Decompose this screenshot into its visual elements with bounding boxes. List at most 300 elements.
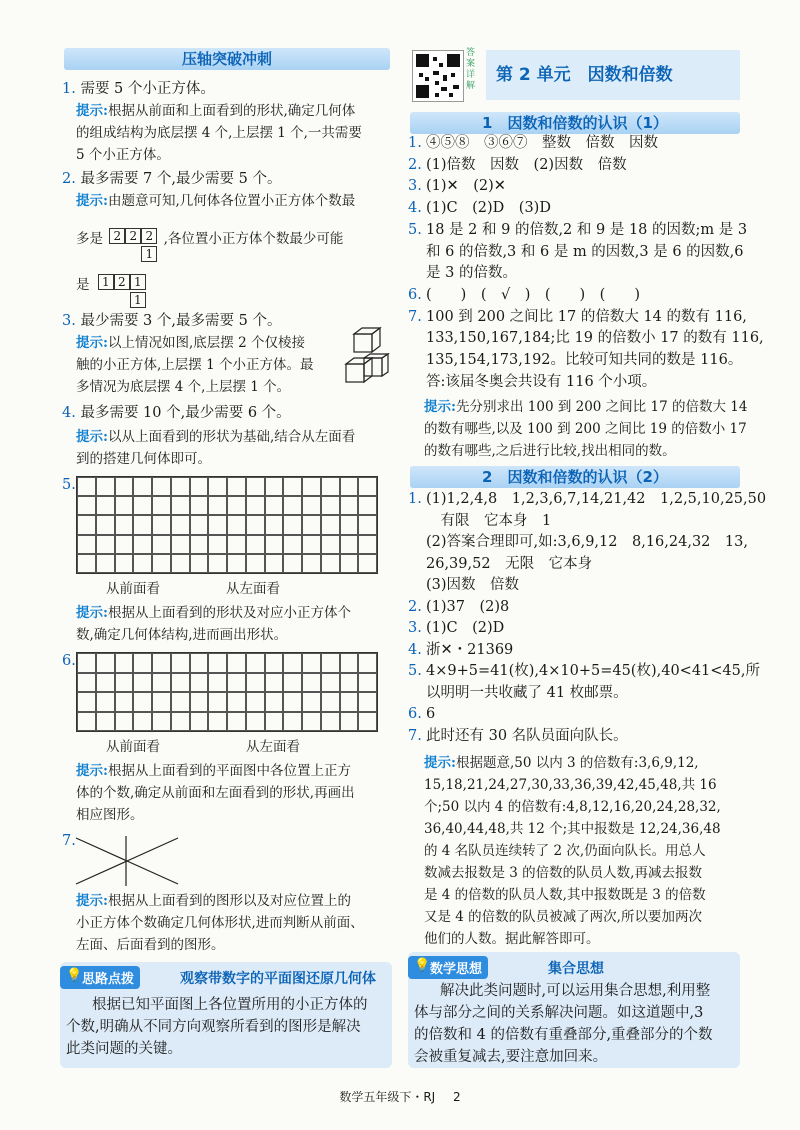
grid-cell (115, 535, 134, 554)
q7-line-figure (74, 834, 184, 888)
s1-hint-line-3: 的数有哪些,之后进行比较,找出相同的数。 (424, 443, 676, 459)
tip-line-2: 体与部分之间的关系解决问题。如这道题中,3 (414, 1005, 704, 1021)
grid-cell (190, 496, 209, 515)
grid-cell (227, 496, 246, 515)
grid-cell (133, 673, 152, 693)
answer-text: 18 是 2 和 9 的倍数,2 和 9 是 18 的因数;m 是 3 (426, 221, 748, 238)
answer-number: 6. (408, 286, 422, 303)
grid-cell (115, 554, 134, 573)
grid-cell (302, 515, 321, 534)
grid-cell (77, 673, 96, 693)
tip-line-4: 会被重复减去,要注意加回来。 (414, 1049, 608, 1065)
tip-title: 集合思想 (548, 961, 604, 977)
grid-cell (208, 496, 227, 515)
unit-header (486, 50, 740, 100)
grid-cell (152, 653, 171, 673)
answer-number: 4. (408, 641, 422, 658)
q3-answer-text: 最少需要 3 个,最多需要 5 个。 (80, 313, 282, 329)
grid-cell (171, 554, 190, 573)
grid-cell (96, 712, 115, 732)
grid-cell (340, 496, 359, 515)
grid-cell (152, 692, 171, 712)
grid-cell (340, 653, 359, 673)
unit-title: 第 2 单元 因数和倍数 (496, 65, 673, 85)
grid-cell (77, 692, 96, 712)
grid-cell (77, 477, 96, 496)
q5-drawing-grid (76, 476, 378, 574)
grid-cell (340, 692, 359, 712)
grid-cell (283, 496, 302, 515)
q1-hint-line-3: 5 个小正方体。 (76, 147, 170, 163)
s2-hint-line (424, 908, 702, 926)
grid-cell (227, 653, 246, 673)
grid-cell (358, 692, 377, 712)
grid-cell (265, 673, 284, 693)
hint-text: 是 4 的倍数的队员人数,其中报数既是 3 的倍数 (424, 887, 706, 903)
answer-line (408, 308, 747, 326)
answer-text: 133,150,167,184;比 19 的倍数小 17 的数有 116, (426, 330, 764, 347)
grid-cell (321, 535, 340, 554)
grid-cell (152, 477, 171, 496)
hint-text: 又是 4 的倍数的队员被减了两次,所以要加两次 (424, 909, 702, 925)
answer-number: 1. (408, 135, 422, 151)
grid-cell (246, 515, 265, 534)
answer-line (408, 199, 551, 217)
q2-hint-line-2 (76, 226, 343, 262)
grid-cell (77, 554, 96, 573)
hint-label: 提示: (76, 429, 108, 445)
grid-cell (340, 554, 359, 573)
hint-label: 提示: (76, 335, 108, 351)
q4-answer (62, 404, 291, 422)
grid-cell: 2 (114, 274, 130, 290)
tip-tag-text: 思路点拨 (82, 972, 135, 987)
q6-label-left: 从左面看 (246, 739, 300, 755)
hint-text: 先分别求出 100 到 200 之间比 17 的倍数大 14 (455, 399, 748, 415)
grid-cell (115, 712, 134, 732)
grid-cell (302, 496, 321, 515)
footer-text: 数学五年级下・RJ (339, 1090, 436, 1104)
grid-cell (302, 554, 321, 573)
grid-cell (171, 692, 190, 712)
q2-hint-line-1 (76, 192, 355, 210)
grid-cell: 2 (125, 228, 141, 244)
answer-line (408, 177, 506, 195)
q1-hint-line-2: 的组成结构为底层摆 4 个,上层摆 1 个,一共需要 (76, 125, 362, 141)
q6-label-front: 从前面看 (106, 739, 160, 755)
q1-answer-text: 需要 5 个小正方体。 (80, 81, 215, 97)
grid-cell (77, 653, 96, 673)
grid-cell (115, 673, 134, 693)
grid-cell (133, 712, 152, 732)
q7-hint-line-2: 小正方体个数确定几何体形状,进而判断从前面、 (76, 915, 364, 931)
grid-cell (152, 515, 171, 534)
answer-line (408, 221, 747, 239)
answer-text: 有限 它本身 1 (426, 512, 552, 529)
page-number: 2 (453, 1090, 461, 1104)
grid-cell (246, 477, 265, 496)
grid-cell (246, 712, 265, 732)
grid-cell (340, 673, 359, 693)
grid-cell (321, 673, 340, 693)
grid-cell: 2 (109, 228, 125, 244)
answer-line (408, 286, 640, 304)
grid-cell (115, 653, 134, 673)
q5-label-left: 从左面看 (226, 581, 280, 597)
grid-cell (96, 496, 115, 515)
grid-cell (265, 712, 284, 732)
cube-stack-figure (344, 326, 390, 388)
grid-cell: 2 (141, 228, 157, 244)
hint-text: 个;50 以内 4 的倍数有:4,8,12,16,20,24,28,32, (424, 799, 721, 815)
s2-hint-line (424, 842, 706, 860)
s2-hint-line (424, 864, 702, 882)
grid-cell (190, 477, 209, 496)
grid-cell (265, 535, 284, 554)
hint-text: 多是 (76, 231, 103, 247)
grid-cell (321, 477, 340, 496)
grid-cell (208, 477, 227, 496)
s2-hint-line (424, 754, 699, 772)
grid-cell (358, 477, 377, 496)
grid-cell (171, 535, 190, 554)
q2-number: 2. (62, 171, 76, 187)
grid-cell (321, 653, 340, 673)
grid-cell (171, 496, 190, 515)
tip-tag-text: 数学思想 (430, 962, 483, 977)
answer-line (408, 373, 656, 391)
q5-hint-line-1 (76, 604, 351, 622)
grid-cell (96, 653, 115, 673)
answer-line (408, 264, 517, 282)
grid-cell (265, 496, 284, 515)
grid-cell (115, 515, 134, 534)
hint-text: 由题意可知,几何体各位置小正方体个数最 (107, 193, 356, 209)
q6-hint-line-3: 相应图形。 (76, 807, 144, 823)
grid-cell (190, 712, 209, 732)
hint-text: ,各位置小正方体个数最少可能 (163, 231, 344, 247)
answer-line (408, 705, 435, 723)
hint-text: 数减去报数是 3 的倍数的队员人数,再减去报数 (424, 865, 702, 881)
answer-text: 6 (426, 706, 436, 722)
q3-hint-line-1 (76, 334, 305, 352)
grid-cell (302, 712, 321, 732)
q2-answer (62, 170, 281, 188)
hint-text: 15,18,21,24,27,30,33,36,39,42,45,48,共 16 (424, 777, 717, 793)
q2-answer-text: 最多需要 7 个,最少需要 5 个。 (80, 171, 282, 187)
grid-cell (227, 712, 246, 732)
answer-text: (1)C (2)D (426, 620, 505, 636)
grid-cell (133, 496, 152, 515)
q7-number: 7. (62, 833, 76, 849)
grid-cell (152, 673, 171, 693)
q4-answer-text: 最多需要 10 个,最少需要 6 个。 (80, 405, 291, 421)
tip-line-3: 此类问题的关键。 (66, 1041, 182, 1057)
q1-number: 1. (62, 81, 76, 97)
grid-cell (246, 692, 265, 712)
s2-hint-line (424, 820, 721, 838)
grid-cell (358, 515, 377, 534)
hint-text: 是 (76, 277, 90, 293)
answer-text: 4×9+5=41(枚),4×10+5=45(枚),40<41<45,所 (426, 663, 760, 679)
grid-cell (115, 477, 134, 496)
grid-cell (208, 515, 227, 534)
qr-code[interactable] (412, 50, 464, 102)
grid-cell (340, 535, 359, 554)
tip-line-1: 解决此类问题时,可以运用集合思想,利用整 (440, 983, 711, 999)
tip-line-1: 根据已知平面图上各位置所用的小正方体的 (92, 997, 368, 1013)
answer-line (408, 555, 592, 573)
s2-hint-line (424, 886, 706, 904)
grid-cell (133, 653, 152, 673)
grid-cell (321, 712, 340, 732)
grid-cell (190, 554, 209, 573)
grid-cell (96, 673, 115, 693)
answer-text: 135,154,173,192。比较可知共同的数是 116。 (426, 352, 743, 368)
grid-cell (133, 477, 152, 496)
grid-cell (321, 692, 340, 712)
grid-cell (208, 673, 227, 693)
grid-cell (171, 653, 190, 673)
hint-text: 根据题意,50 以内 3 的倍数有:3,6,9,12, (455, 755, 699, 771)
grid-cell (115, 496, 134, 515)
answer-text: (1)✕ (2)✕ (426, 178, 506, 195)
answer-text: 答:该届冬奥会共设有 116 个小项。 (426, 373, 657, 390)
answer-text: (3)因数 倍数 (426, 577, 520, 593)
q7-hint-line-3: 左面、后面看到的图形。 (76, 937, 225, 953)
tip-box-thinking (60, 962, 392, 1068)
min-count-grid (98, 272, 146, 308)
grid-cell (283, 515, 302, 534)
answer-text: ( ) ( √ ) ( ) ( ) (426, 286, 640, 303)
tip-box-math-thinking (408, 952, 740, 1068)
answer-line (408, 641, 513, 659)
answer-line (408, 727, 628, 745)
answer-text: (1)倍数 因数 (2)因数 倍数 (426, 156, 627, 173)
q1-answer (62, 80, 215, 98)
grid-cell (152, 712, 171, 732)
qr-code-icon (413, 51, 463, 101)
q5-number: 5. (62, 477, 76, 493)
grid-cell (133, 554, 152, 573)
answer-line (408, 351, 742, 369)
s2-hint-line (424, 930, 600, 948)
grid-cell (283, 653, 302, 673)
grid-cell (227, 692, 246, 712)
answer-text: 26,39,52 无限 它本身 (426, 555, 593, 572)
answer-text: 100 到 200 之间比 17 的倍数大 14 的数有 116, (426, 308, 747, 325)
grid-cell (171, 673, 190, 693)
answer-text: 以明明一共收藏了 41 枚邮票。 (426, 684, 628, 701)
grid-cell (133, 535, 152, 554)
answer-line (408, 619, 504, 637)
grid-cell: 1 (130, 292, 146, 308)
hint-label: 提示: (76, 193, 108, 209)
hint-label: 提示: (76, 103, 108, 119)
hint-text: 以上情况如图,底层摆 2 个仅棱接 (107, 335, 305, 351)
grid-cell (96, 535, 115, 554)
grid-cell (208, 712, 227, 732)
q2-hint-line-3 (76, 272, 146, 308)
q1-hint-line-1 (76, 102, 355, 120)
q5-hint-line-2: 数,确定几何体结构,进而画出形状。 (76, 627, 288, 643)
tip-line-2: 个数,明确从不同方向观察所看到的图形是解决 (66, 1019, 361, 1035)
tip-line-3: 的倍数和 4 的倍数有重叠部分,重叠部分的个数 (414, 1027, 713, 1043)
grid-cell (77, 496, 96, 515)
grid-cell (133, 692, 152, 712)
grid-cell (358, 712, 377, 732)
grid-cell (302, 477, 321, 496)
hint-text: 他们的人数。据此解答即可。 (424, 931, 600, 947)
hint-text: 以从上面看到的形状为基础,结合从左面看 (107, 429, 356, 445)
s1-hint-line-1 (424, 398, 747, 416)
answer-line (408, 662, 760, 680)
answer-text: 和 6 的倍数,3 和 6 是 m 的因数,3 是 6 的因数,6 (426, 243, 744, 260)
q6-hint-line-1 (76, 762, 351, 780)
hint-text: 的 4 名队员连续转了 2 次,仍面向队长。用总人 (424, 843, 706, 859)
grid-cell (77, 515, 96, 534)
grid-cell (358, 496, 377, 515)
answer-line (408, 329, 764, 347)
grid-cell (358, 535, 377, 554)
grid-cell (115, 692, 134, 712)
grid-cell (302, 692, 321, 712)
grid-cell (190, 535, 209, 554)
answer-line (408, 533, 748, 551)
q3-hint-line-3: 多情况为底层摆 4 个,上层摆 1 个。 (76, 379, 291, 395)
answer-number: 5. (408, 663, 422, 679)
q6-drawing-grid (76, 652, 378, 732)
grid-cell (227, 477, 246, 496)
tip-tag (60, 966, 140, 989)
answer-number: 6. (408, 706, 422, 722)
answer-text: 浙✕・21369 (426, 641, 514, 658)
hint-label: 提示: (76, 893, 108, 909)
answer-line (408, 490, 766, 508)
grid-cell (321, 496, 340, 515)
grid-cell (358, 673, 377, 693)
answer-number: 7. (408, 727, 422, 744)
grid-cell (227, 554, 246, 573)
answer-number: 2. (408, 598, 422, 615)
qr-label: 答案详解 (466, 48, 476, 91)
answer-line (408, 598, 509, 616)
q3-number: 3. (62, 313, 76, 329)
grid-cell (96, 554, 115, 573)
hint-text: 根据从前面和上面看到的形状,确定几何体 (107, 103, 356, 119)
hint-label: 提示: (76, 605, 108, 621)
grid-cell (96, 692, 115, 712)
q6-number: 6. (62, 653, 76, 669)
section-banner-challenge: 压轴突破冲刺 (64, 48, 390, 70)
grid-cell (246, 535, 265, 554)
grid-cell (227, 673, 246, 693)
answer-line (408, 243, 744, 261)
hint-text: 根据从上面看到的图形以及对应位置上的 (107, 893, 351, 909)
grid-cell (208, 653, 227, 673)
q4-hint-line-2: 到的搭建几何体即可。 (76, 451, 211, 467)
lightbulb-icon: 💡 (414, 958, 431, 973)
answer-text: 是 3 的倍数。 (426, 265, 517, 282)
grid-cell (190, 692, 209, 712)
q7-hint-line-1 (76, 892, 351, 910)
hint-text: 根据从上面看到的形状及对应小正方体个 (107, 605, 351, 621)
grid-cell (321, 515, 340, 534)
page-footer (0, 1088, 800, 1105)
grid-cell (190, 653, 209, 673)
grid-cell (265, 653, 284, 673)
grid-cell (302, 653, 321, 673)
grid-cell: 1 (130, 274, 146, 290)
hint-label: 提示: (76, 763, 108, 779)
grid-cell (96, 477, 115, 496)
answer-text: ④⑤⑧ ③⑥⑦ 整数 倍数 因数 (426, 135, 658, 151)
grid-cell (265, 515, 284, 534)
hint-text: 根据从上面看到的平面图中各位置上正方 (107, 763, 351, 779)
grid-cell (77, 535, 96, 554)
grid-cell (208, 535, 227, 554)
grid-cell (358, 653, 377, 673)
answer-line (408, 134, 658, 152)
grid-cell (358, 554, 377, 573)
answer-line (408, 684, 628, 702)
grid-cell (340, 515, 359, 534)
grid-cell (246, 496, 265, 515)
grid-cell (227, 515, 246, 534)
section-banner-2: 2 因数和倍数的认识（2） (410, 466, 740, 488)
answer-number: 3. (408, 620, 422, 636)
grid-cell (283, 692, 302, 712)
answer-line (408, 156, 627, 174)
grid-cell (246, 673, 265, 693)
q4-hint-line-1 (76, 428, 355, 446)
answer-number: 4. (408, 200, 422, 217)
answer-number: 7. (408, 308, 422, 325)
section-banner-1: 1 因数和倍数的认识（1） (410, 112, 740, 134)
grid-cell: 1 (141, 246, 157, 262)
grid-cell (96, 515, 115, 534)
grid-cell (283, 673, 302, 693)
grid-cell (77, 712, 96, 732)
grid-cell (152, 535, 171, 554)
grid-cell (171, 712, 190, 732)
q3-answer (62, 312, 281, 330)
max-count-grid (109, 226, 157, 262)
hint-text: 36,40,44,48,共 12 个;其中报数是 12,24,36,48 (424, 821, 721, 837)
q5-label-front: 从前面看 (106, 581, 160, 597)
s2-hint-line (424, 798, 721, 816)
answer-text: (1)C (2)D (3)D (426, 200, 551, 217)
answer-number: 3. (408, 178, 422, 195)
grid-cell (302, 673, 321, 693)
hint-label: 提示: (424, 755, 456, 771)
grid-cell (171, 515, 190, 534)
answer-number: 2. (408, 156, 422, 173)
grid-cell (283, 477, 302, 496)
grid-cell (302, 535, 321, 554)
lightbulb-icon: 💡 (66, 968, 83, 983)
grid-cell (283, 535, 302, 554)
grid-cell: 1 (98, 274, 114, 290)
grid-cell (190, 673, 209, 693)
s2-hint-line (424, 776, 717, 794)
tip-title: 观察带数字的平面图还原几何体 (180, 971, 376, 987)
grid-cell (227, 535, 246, 554)
answer-text: (2)答案合理即可,如:3,6,9,12 8,16,24,32 13, (426, 534, 748, 550)
grid-cell (265, 477, 284, 496)
grid-cell (133, 515, 152, 534)
grid-cell (265, 554, 284, 573)
